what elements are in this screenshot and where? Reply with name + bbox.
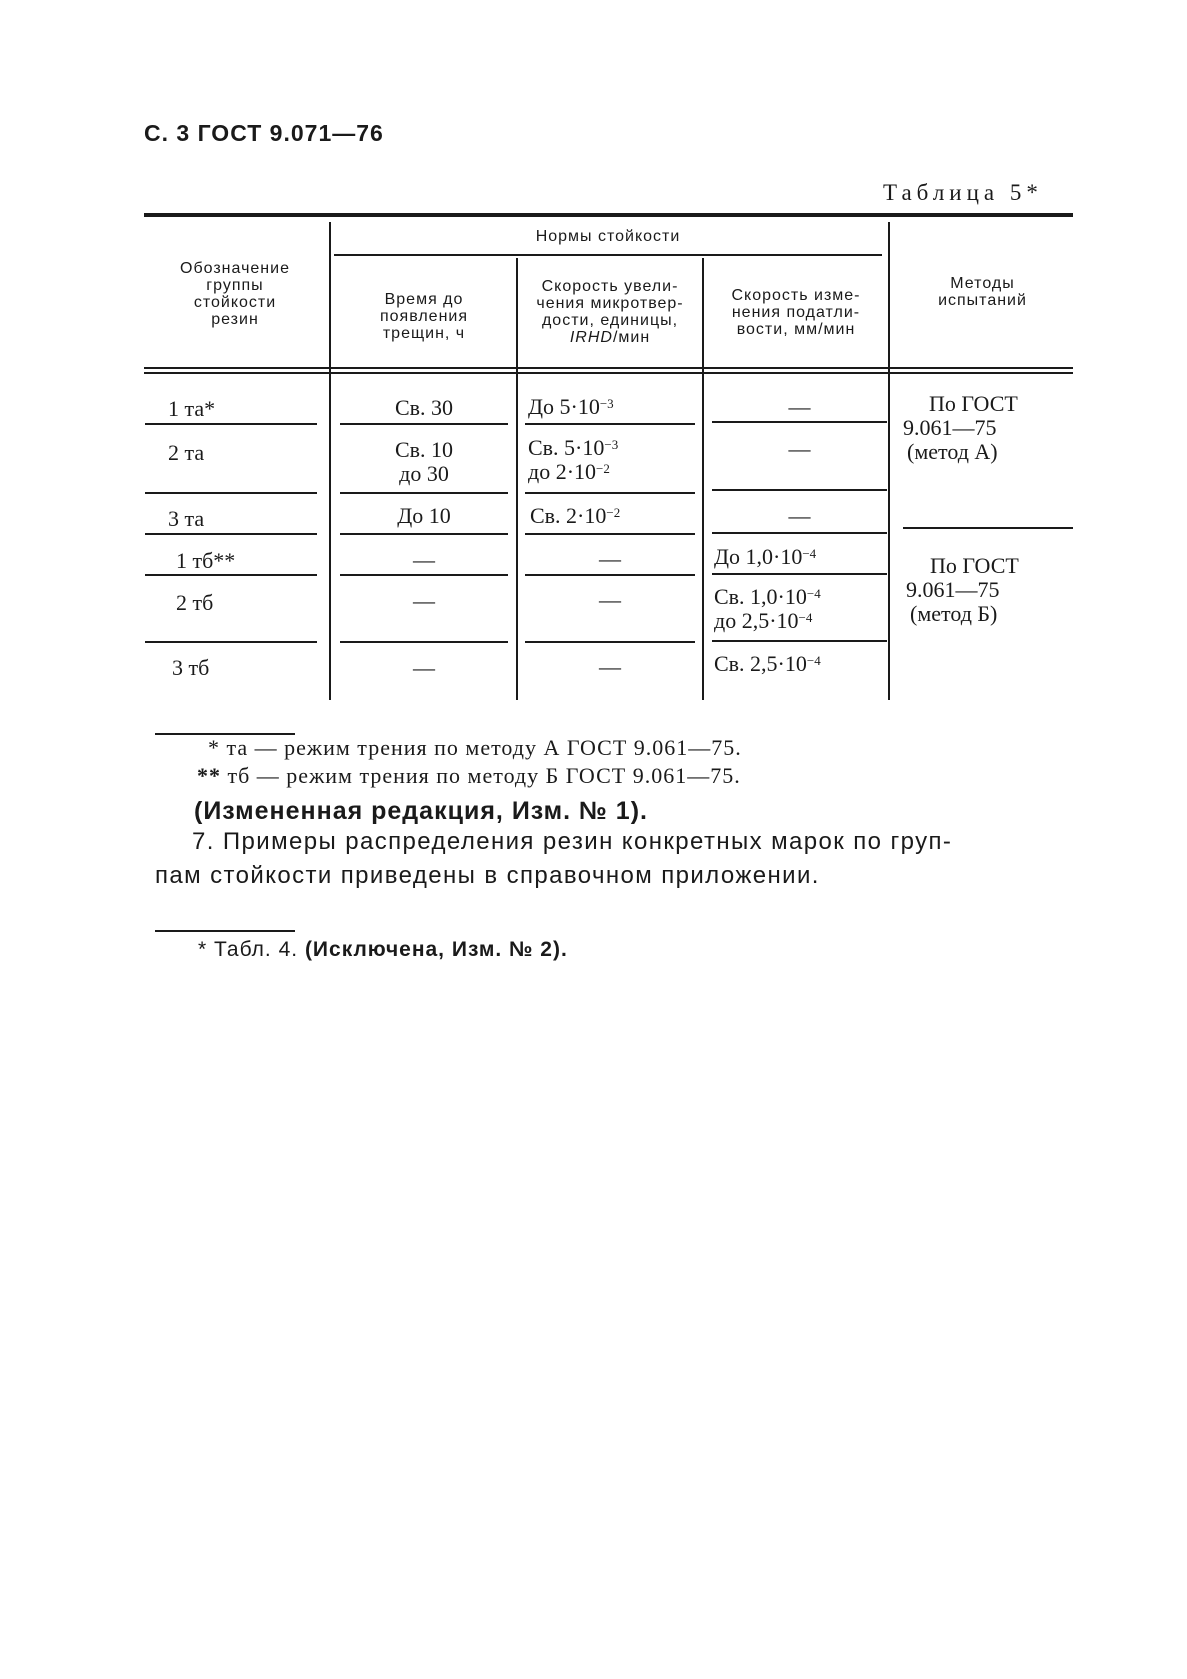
header-bottom-rule-2 [144,372,1073,374]
cell-value: — [599,546,621,571]
cell-compliance [714,545,816,569]
cell-line [714,545,816,569]
header-unit-rest: /мин [612,329,651,346]
row-rule [712,532,887,534]
cell-line [528,460,618,484]
header-group [150,260,320,328]
cell-compliance [714,585,821,633]
footnote-text: тб — режим трения по методу Б ГОСТ 9.061—75. [227,763,741,788]
cell-line: до 30 [399,461,449,486]
row-rule [525,574,695,576]
row-rule [145,641,317,643]
cell-hardness [530,504,620,528]
paragraph-7-cont [155,859,820,893]
cell-hardness [525,655,695,679]
cell-time [340,438,508,486]
paragraph-line: 7. Примеры распределения резин конкретных марок по груп- [192,828,953,855]
cell-value: — [599,654,621,679]
table-caption: Таблица 5* [883,180,1043,205]
header-line: появления [379,308,469,325]
cell-group: 1 та* [168,396,216,421]
header-line: испытаний [938,292,1027,309]
header-hardness [520,278,700,346]
header-line: Скорость изме- [731,287,861,304]
row-rule [145,574,317,576]
header-line: дости, единицы, [541,312,679,329]
cell-line: До 10 [397,503,451,528]
header-norms: Нормы стойкости [535,228,681,245]
header-line: стойкости [193,294,277,311]
cell-group: 2 та [168,440,205,465]
cell-compliance [712,504,887,528]
header-line: Время до [384,291,464,308]
cell-line: — [413,588,435,613]
cell-line [528,436,618,460]
row-rule [712,573,887,575]
cell-value: Св. 2,5·10 [714,651,807,676]
cell-exponent: −4 [798,610,813,625]
cell-value: Св. 1,0·10 [714,584,807,609]
cell-hardness [525,547,695,571]
header-line: Обозначение [180,260,290,277]
bottom-footnote-rule [155,930,295,932]
cell-value: — [788,503,811,528]
cell-value: до 2,5·10 [714,608,799,633]
cell-value: — [788,436,811,461]
cell-methods-b [906,554,1019,626]
cell-line: 9.061—75 [903,415,997,440]
cell-group: 2 тб [176,590,214,615]
cell-line [714,609,821,633]
bottom-footnote [198,938,568,962]
cell-value: До 5·10 [528,394,600,419]
footnote-mark: ** [197,763,221,788]
cell-value: До 1,0·10 [714,544,803,569]
row-rule [145,533,317,535]
cell-group: 3 та [168,506,205,531]
cell-value: — [788,394,811,419]
header-compliance [706,287,886,338]
cell-group: 3 тб [172,655,210,680]
header-unit-italic: IRHD [569,329,613,346]
footnote [197,762,741,790]
header-line: чения микротвер- [536,295,684,312]
row-rule [903,527,1073,529]
cell-time [340,396,508,420]
revision-note: (Измененная редакция, Изм. № 1). [194,797,648,825]
header-line: вости, мм/мин [736,321,856,338]
cell-line: (метод Б) [910,601,998,626]
cell-hardness [525,588,695,612]
row-rule [712,489,887,491]
header-line: группы [206,277,264,294]
cell-value: — [599,587,621,612]
row-rule [145,423,317,425]
cell-hardness [528,436,618,484]
cell-line: (метод А) [907,439,998,464]
header-line: трещин, ч [382,325,466,342]
cell-line: — [413,655,435,680]
cell-exponent: −3 [604,437,619,452]
header-line [520,329,700,346]
cell-value: Св. 5·10 [528,435,605,460]
row-rule [340,492,508,494]
cell-compliance [714,652,821,676]
row-rule [340,641,508,643]
cell-line [714,585,821,609]
row-rule [712,421,887,423]
paragraph-7 [192,825,952,859]
header-line: резин [211,311,259,328]
cell-line: 9.061—75 [906,577,1000,602]
row-rule [525,533,695,535]
col-divider-2 [516,258,518,700]
row-rule [525,641,695,643]
cell-line: — [413,547,435,572]
row-rule [340,533,508,535]
footnote-text: та — режим трения по методу А ГОСТ 9.061—75. [226,735,742,760]
footnote-mark: * [208,735,220,760]
table-top-rule [144,213,1073,217]
header-time [334,291,514,342]
header-line: Скорость увели- [541,278,679,295]
cell-exponent: −3 [599,396,614,411]
cell-exponent: −2 [596,461,610,476]
cell-time [340,589,508,613]
row-rule [145,492,317,494]
cell-value: до 2·10 [528,459,597,484]
cell-exponent: −4 [806,653,821,668]
cell-methods-a [903,392,1018,464]
cell-exponent: −4 [802,546,817,561]
cell-time [340,548,508,572]
header-methods [892,275,1073,309]
norms-rule [334,254,882,256]
cell-line [714,652,821,676]
paragraph-line: пам стойкости приведены в справочном приложении. [155,862,820,889]
cell-hardness [528,395,614,419]
cell-compliance [712,395,887,419]
cell-exponent: −2 [606,505,621,520]
header-line: нения податли- [731,304,861,321]
cell-group: 1 тб** [176,548,236,573]
cell-time [340,504,508,528]
row-rule [340,423,508,425]
header-bottom-rule [144,367,1073,369]
row-rule [525,492,695,494]
cell-line: По ГОСТ [929,391,1018,416]
cell-value: Св. 2·10 [530,503,607,528]
cell-exponent: −4 [806,586,821,601]
cell-line: Св. 10 [394,437,454,462]
footnote [208,734,742,762]
header-line: Методы [950,275,1015,292]
bottom-footnote-bold: (Исключена, Изм. № 2). [304,938,568,961]
row-rule [340,574,508,576]
cell-compliance [712,437,887,461]
cell-line [528,395,614,419]
bottom-footnote-prefix: * Табл. 4. [198,938,305,961]
col-divider-3 [702,258,704,700]
page-header: С. 3 ГОСТ 9.071—76 [144,120,384,146]
cell-line [530,504,620,528]
col-divider-4 [888,222,890,700]
cell-time [340,656,508,680]
row-rule [712,640,887,642]
row-rule [525,423,695,425]
col-divider-1 [329,222,331,700]
cell-line: Св. 30 [394,395,454,420]
cell-line: По ГОСТ [930,553,1019,578]
